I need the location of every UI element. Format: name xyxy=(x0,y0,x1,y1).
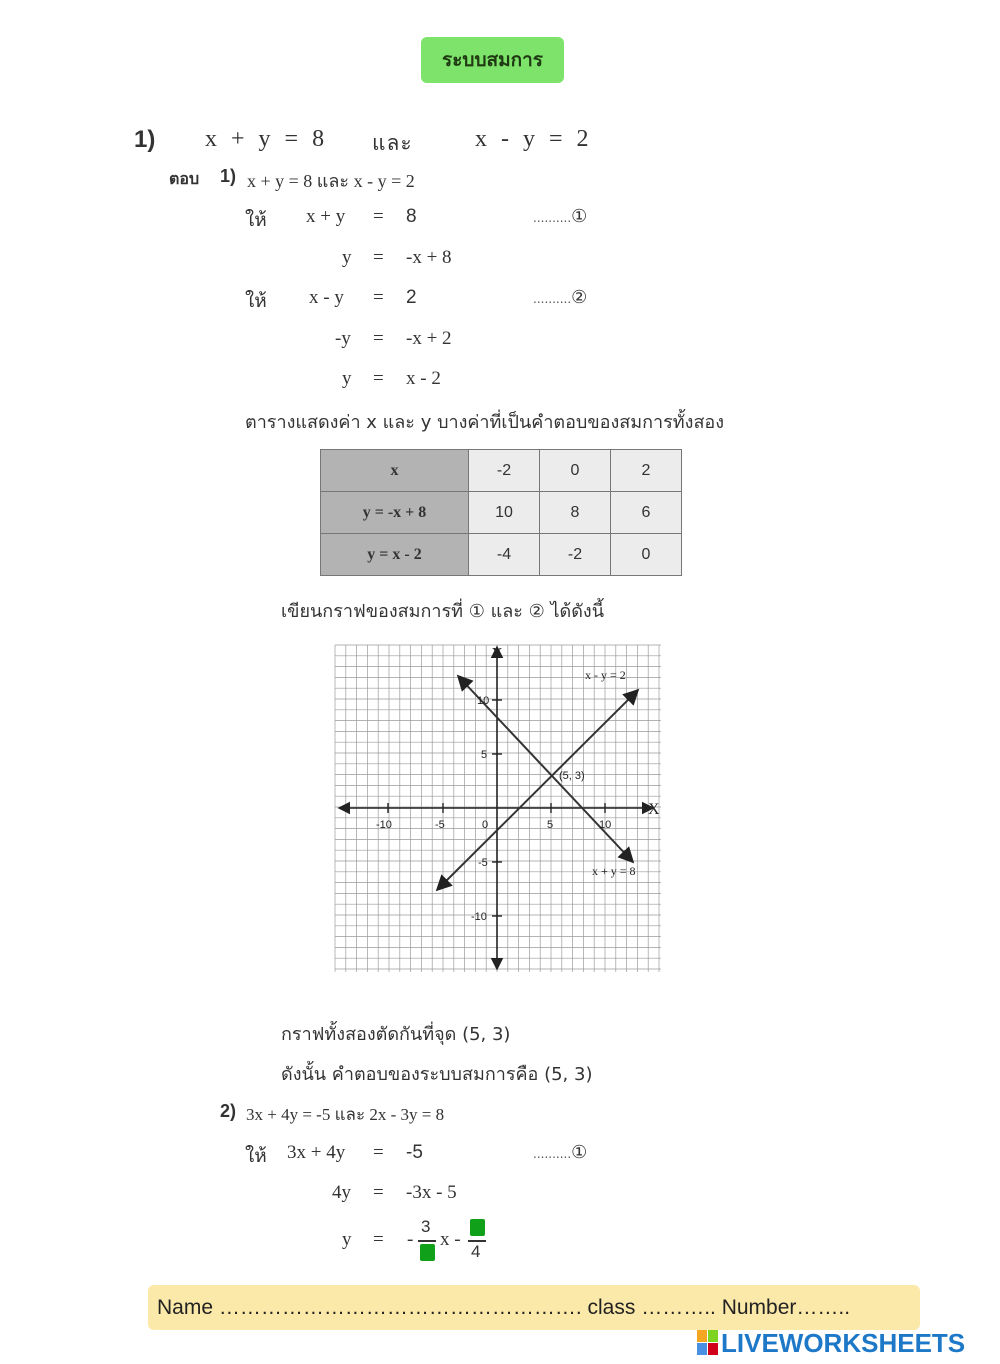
table-row xyxy=(321,492,682,534)
x-tick-label: -10 xyxy=(376,819,392,831)
step-1-lhs: x + y xyxy=(306,206,346,227)
answer-sub-number: 1) xyxy=(220,166,237,186)
values-table xyxy=(320,449,682,576)
table-cell: 0 xyxy=(611,534,682,576)
x-axis-label: X xyxy=(648,801,660,818)
table-row xyxy=(321,450,682,492)
step-1-rhs: 8 xyxy=(406,206,417,227)
x-tick-label: -5 xyxy=(435,819,445,831)
p2-step-3-lhs: y xyxy=(342,1229,352,1250)
y-tick-label: 10 xyxy=(477,695,490,707)
table-cell: 10 xyxy=(469,492,540,534)
brand-text: LIVEWORKSHEETS xyxy=(721,1327,966,1358)
liveworksheets-logo xyxy=(697,1328,965,1358)
name-class-number-bar[interactable] xyxy=(148,1285,920,1330)
line-2-label: x + y = 8 xyxy=(592,864,636,878)
step-5-lhs: y xyxy=(342,368,352,389)
table-caption: ตารางแสดงค่า x และ y บางค่าที่เป็นคำตอบของสมการทั้งสอง xyxy=(245,412,725,433)
conclusion-answer: ดังนั้น คำตอบของระบบสมการคือ (5, 3) xyxy=(281,1064,593,1085)
problem-1-conjunction: และ xyxy=(372,131,413,155)
y-tick-label: -5 xyxy=(478,857,488,869)
step-3-rhs: 2 xyxy=(406,287,417,308)
intersection-label: (5, 3) xyxy=(559,770,585,782)
problem-1-equation-2: x - y = 2 xyxy=(475,126,590,152)
equation-graph xyxy=(334,644,662,973)
table-cell: -4 xyxy=(469,534,540,576)
x-tick-label: 5 xyxy=(547,819,554,831)
equation-marker-1: ..........① xyxy=(533,206,588,227)
x-tick-label: 0 xyxy=(482,819,489,831)
step-1-eq: = xyxy=(373,206,384,227)
answer-blank-numerator[interactable] xyxy=(470,1219,485,1236)
p2-step-2-eq: = xyxy=(373,1182,384,1203)
let-label-2: ให้ xyxy=(245,290,267,312)
p2-step-2-lhs: 4y xyxy=(332,1182,351,1203)
page-title: ระบบสมการ xyxy=(421,37,564,83)
p2-step-2-rhs: -3x - 5 xyxy=(406,1182,457,1203)
problem-2-restated: 3x + 4y = -5 และ 2x - 3y = 8 xyxy=(246,1105,445,1124)
step-5-rhs: x - 2 xyxy=(406,368,441,389)
step-2-rhs: -x + 8 xyxy=(406,247,452,268)
table-cell: 8 xyxy=(540,492,611,534)
conclusion-intersection: กราฟทั้งสองตัดกันที่จุด (5, 3) xyxy=(281,1024,511,1045)
table-cell: 0 xyxy=(540,450,611,492)
step-4-lhs: -y xyxy=(335,328,351,349)
step-5-eq: = xyxy=(373,368,384,389)
table-cell: 6 xyxy=(611,492,682,534)
p2-step-1-lhs: 3x + 4y xyxy=(287,1142,346,1163)
p2-step-1-rhs: -5 xyxy=(406,1142,423,1163)
name-line-text: Name ……………………………………………. class ……….. Number…….. xyxy=(157,1295,851,1319)
liveworksheets-icon xyxy=(697,1330,719,1356)
step-4-eq: = xyxy=(373,328,384,349)
step-4-rhs: -x + 2 xyxy=(406,328,452,349)
p2-step-3-eq: = xyxy=(373,1229,384,1250)
fraction-1-bar xyxy=(418,1240,436,1242)
problem-1-restated: x + y = 8 และ x - y = 2 xyxy=(247,171,415,191)
problem-1-equation-1: x + y = 8 xyxy=(205,126,326,152)
equation-marker-2: ..........② xyxy=(533,287,588,308)
answer-label: ตอบ xyxy=(169,169,200,188)
fraction-sign: - xyxy=(407,1229,414,1250)
answer-blank-denominator[interactable] xyxy=(420,1244,435,1261)
y-tick-label: -10 xyxy=(471,911,487,923)
step-2-lhs: y xyxy=(342,247,352,268)
problem-2-number: 2) xyxy=(220,1101,237,1121)
table-header-cell: y = x - 2 xyxy=(321,534,469,576)
let-label-3: ให้ xyxy=(245,1145,267,1167)
p2-equation-marker-1: ..........① xyxy=(533,1142,588,1163)
fraction-1-numerator: 3 xyxy=(421,1217,431,1236)
table-cell: -2 xyxy=(469,450,540,492)
table-cell: -2 xyxy=(540,534,611,576)
table-row xyxy=(321,534,682,576)
p2-step-1-eq: = xyxy=(373,1142,384,1163)
step-3-eq: = xyxy=(373,287,384,308)
table-cell: 2 xyxy=(611,450,682,492)
let-label-1: ให้ xyxy=(245,209,267,231)
y-tick-label: 5 xyxy=(481,749,488,761)
x-tick-label: 10 xyxy=(599,819,612,831)
fraction-2-denominator: 4 xyxy=(471,1242,481,1261)
fraction-variable: x - xyxy=(440,1229,461,1250)
table-header-cell: x xyxy=(321,450,469,492)
problem-1-number: 1) xyxy=(134,126,156,153)
table-header-cell: y = -x + 8 xyxy=(321,492,469,534)
step-3-lhs: x - y xyxy=(309,287,344,308)
line-1-label: x - y = 2 xyxy=(585,668,626,682)
graph-caption: เขียนกราฟของสมการที่ ① และ ② ได้ดังนี้ xyxy=(281,601,605,622)
y-axis-label: Y xyxy=(492,646,503,661)
step-2-eq: = xyxy=(373,247,384,268)
